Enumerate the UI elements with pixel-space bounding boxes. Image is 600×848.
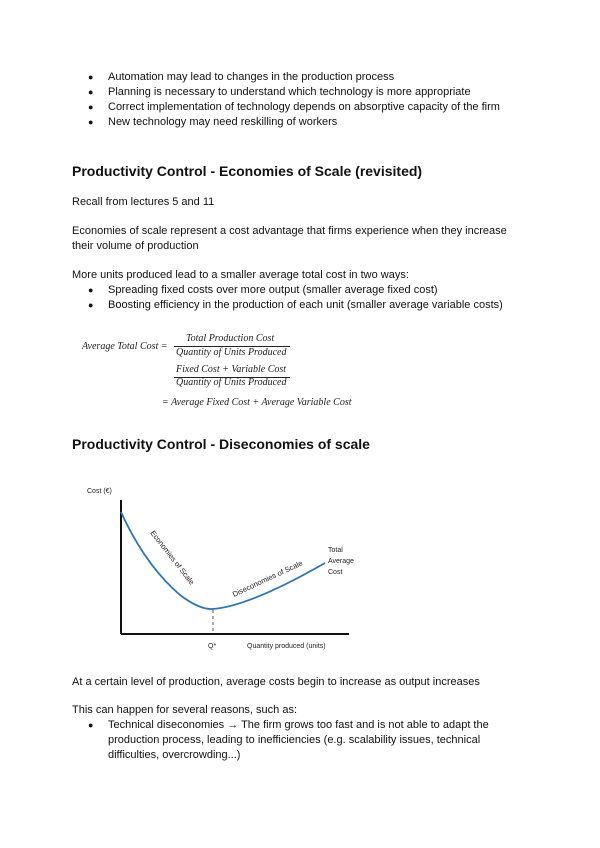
list-item: ● Planning is necessary to understand which technology is more appropriate	[88, 85, 500, 100]
section-heading-economies: Productivity Control - Economies of Scale (revisited)	[72, 163, 423, 179]
definition-line-1: Economies of scale represent a cost advantage that firms experience when they increase	[72, 225, 507, 237]
q-star-tick-label: Q*	[208, 643, 217, 650]
economies-of-scale-label: Economies of Scale	[148, 528, 197, 587]
chart-xlabel: Quantity produced (units)	[247, 643, 326, 650]
list-item: ● Spreading fixed costs over more output (smaller average fixed cost)	[88, 283, 503, 298]
list-item: ● Boosting efficiency in the production of each unit (smaller average variable costs)	[88, 298, 503, 313]
reason-line-1: Technical diseconomies → The firm grows too fast and is not able to adapt the	[108, 719, 489, 731]
diseconomies-of-scale-label: Diseconomies of Scale	[231, 558, 304, 599]
reason-line-2: production process, leading to inefficiencies (e.g. scalability issues, technical	[108, 734, 481, 746]
reasons-intro-text: This can happen for several reasons, such as:	[72, 704, 298, 716]
list-item: ● Automation may lead to changes in the production process	[88, 70, 500, 85]
reason-line-3: difficulties, overcrowding...)	[108, 749, 241, 761]
section-heading-diseconomies: Productivity Control - Diseconomies of scale	[72, 436, 370, 452]
list-item	[88, 718, 489, 763]
formula-numerator-2: Fixed Cost + Variable Cost	[176, 364, 287, 375]
curve-label-cost: Cost	[328, 569, 343, 576]
formula-lhs: Average Total Cost =	[82, 341, 168, 352]
units-intro-text: More units produced lead to a smaller average total cost in two ways:	[72, 269, 409, 281]
formula-denominator-1: Quantity of Units Produced	[176, 347, 287, 358]
definition-line-2: their volume of production	[72, 240, 199, 252]
formula-line-3: = Average Fixed Cost + Average Variable Cost	[162, 397, 352, 408]
curve-label-average: Average	[328, 558, 354, 565]
list-item: ● Correct implementation of technology depends on absorptive capacity of the firm	[88, 100, 500, 115]
list-item: ● New technology may need reskilling of workers	[88, 115, 500, 130]
formula-numerator-1: Total Production Cost	[186, 333, 275, 344]
diseconomies-chart	[75, 480, 375, 655]
after-chart-text: At a certain level of production, average costs begin to increase as output increases	[72, 676, 480, 688]
intro-bullet-list	[88, 70, 500, 130]
recall-text: Recall from lectures 5 and 11	[72, 196, 215, 208]
reasons-bullet-list	[88, 718, 489, 763]
formula-denominator-2: Quantity of Units Produced	[176, 377, 287, 388]
chart-ylabel: Cost (€)	[87, 488, 112, 495]
curve-label-total: Total	[328, 547, 343, 554]
cost-reduction-bullet-list	[88, 283, 503, 313]
